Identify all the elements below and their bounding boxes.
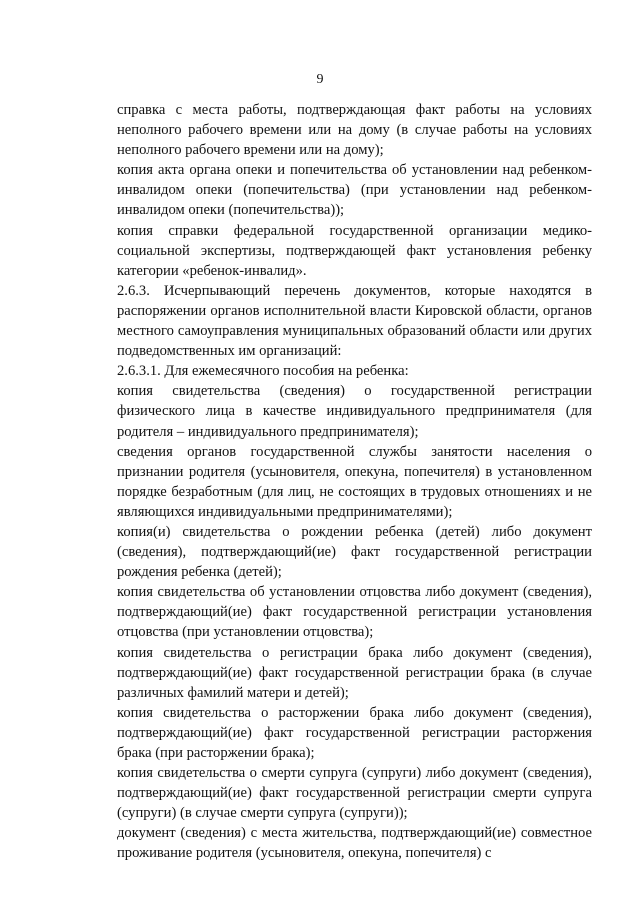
- document-body: [117, 100, 592, 864]
- paragraph-9: копия свидетельства об установлении отцовства либо документ (сведения), подтверждающий(ие) факт государственной регистрации установления отцовства (при установлении отцовства);: [117, 584, 592, 641]
- page-number: 9: [316, 72, 324, 87]
- paragraph-1: справка с места работы, подтверждающая факт работы на условиях неполного рабочего времени или на дому (в случае работы на условиях неполного рабочего времени или на дому);: [117, 102, 592, 159]
- paragraph-2: копия акта органа опеки и попечительства об установлении над ребенком-инвалидом опеки (попечительства) (при установлении над ребенком-инвалидом опеки (попечительства));: [117, 162, 592, 219]
- paragraph-7: сведения органов государственной службы занятости населения о признании родителя (усыновителя, опекуна, попечителя) в установленном порядке безработным (для лиц, не состоящих в трудовых отношениях и не являющихся индивидуальными предпринимателями);: [117, 443, 592, 520]
- paragraph-3: копия справки федеральной государственной организации медико-социальной экспертизы, подтверждающей факт установления ребенку категории «ребенок-инвалид».: [117, 222, 592, 279]
- paragraph-13: документ (сведения) с места жительства, подтверждающий(ие) совместное проживание родителя (усыновителя, опекуна, попечителя) с: [117, 825, 592, 862]
- paragraph-6: копия свидетельства (сведения) о государственной регистрации физического лица в качестве индивидуального предпринимателя (для родителя – индивидуального предпринимателя);: [117, 383, 592, 440]
- paragraph-8: копия(и) свидетельства о рождении ребенка (детей) либо документ (сведения), подтверждающий(ие) факт государственной регистрации рождения ребенка (детей);: [117, 523, 592, 581]
- paragraph-10: копия свидетельства о регистрации брака либо документ (сведения), подтверждающий(ие) факт государственной регистрации брака (в случае различных фамилий матери и детей);: [117, 644, 592, 701]
- paragraph-12: копия свидетельства о смерти супруга (супруги) либо документ (сведения), подтверждающий(ие) факт государственной регистрации смерти супруга (супруги) (в случае смерти супруга (супруги));: [117, 765, 592, 822]
- paragraph-11: копия свидетельства о расторжении брака либо документ (сведения), подтверждающий(ие) факт государственной регистрации расторжения брака (при расторжении брака);: [117, 704, 592, 761]
- paragraph-4: 2.6.3. Исчерпывающий перечень документов, которые находятся в распоряжении органов исполнительной власти Кировской области, органов местного самоуправления муниципальных образований области или других подведомственных им организаций:: [117, 282, 592, 360]
- paragraph-5: 2.6.3.1. Для ежемесячного пособия на ребенка:: [117, 363, 409, 380]
